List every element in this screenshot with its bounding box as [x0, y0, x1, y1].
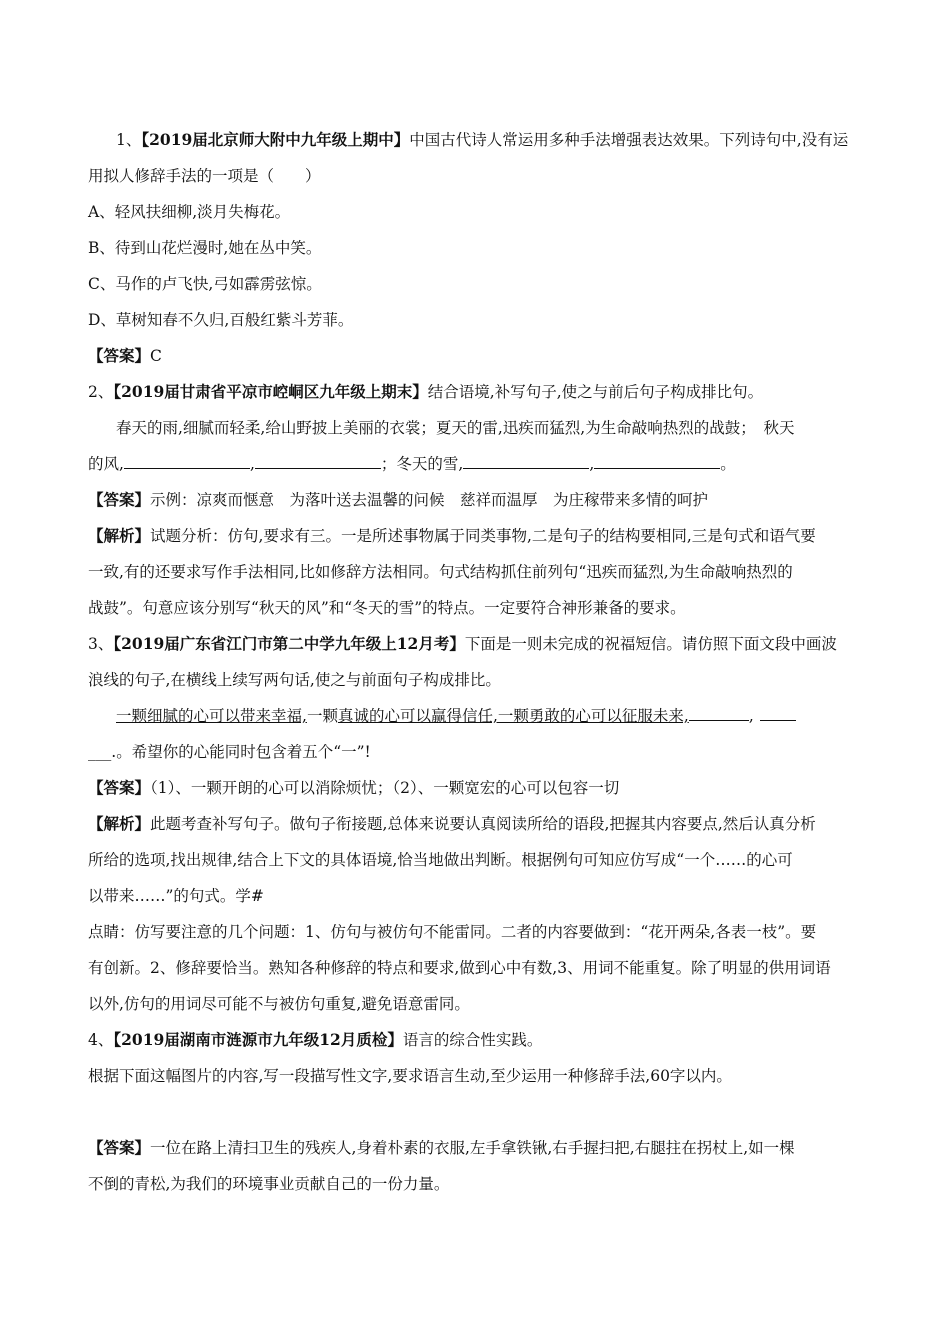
q2-analysis-line3: 战鼓”。句意应该分别写“秋天的风”和“冬天的雪”的特点。一定要符合神形兼备的要求。 — [88, 599, 686, 617]
q3-line2: 浪线的句子,在横线上续写两句话,使之与前面句子构成排比。 — [88, 671, 501, 689]
fill-blank-continued[interactable]: ___. — [88, 743, 117, 761]
q3-source: 【2019届广东省江门市第二中学九年级上12月考】 — [113, 634, 465, 653]
q1-answer — [88, 345, 162, 367]
q2-passage-text: 的风, — [88, 455, 124, 473]
analysis-tag: 【解析】 — [88, 814, 151, 833]
q1-option-c: C、马作的卢飞快,弓如霹雳弦惊。 — [88, 275, 322, 293]
q3-passage-text: 一颗 — [306, 707, 338, 725]
q2-passage-line1: 春天的雨,细腻而轻柔,给山野披上美丽的衣裳；夏天的雷,迅疾而猛烈,为生命敲响热烈的战鼓； 秋天 — [116, 419, 795, 437]
q2-analysis-line2: 一致,有的还要求写作手法相同,比如修辞方法相同。句式结构抓住前列句“迅疾而猛烈,为生命敲响热烈的 — [88, 563, 793, 581]
wavy-underlined-sentence: 真诚的心可以赢得信任,一颗勇敢的心可以征服未来, — [337, 707, 689, 725]
q4-source: 【2019届湖南市涟源市九年级12月质检】 — [113, 1030, 403, 1049]
q2-source: 【2019届甘肃省平凉市崆峒区九年级上期末】 — [113, 382, 428, 401]
q3-passage-line1 — [116, 705, 796, 727]
q1-option-d: D、草树知春不久归,百般红紫斗芳菲。 — [88, 311, 354, 329]
q3-analysis-line2: 所给的选项,找出规律,结合上下文的具体语境,恰当地做出判断。根据例句可知应仿写成“一个……的心可 — [88, 851, 793, 869]
answer-tag: 【答案】 — [88, 1138, 151, 1157]
q4-line1 — [88, 1029, 542, 1051]
answer-tag: 【答案】 — [88, 490, 151, 509]
answer-tag: 【答案】 — [88, 778, 151, 797]
fill-blank[interactable] — [689, 706, 749, 721]
q1-option-a: A、轻风扶细柳,淡月失梅花。 — [88, 203, 291, 221]
q2-number: 2、 — [88, 383, 114, 401]
q3-comma: , — [748, 707, 754, 725]
q4-number: 4、 — [88, 1031, 114, 1049]
q1-stem-part1: 中国古代诗人常运用多种手法增强表达效果。下列诗句中,没有运 — [409, 131, 849, 149]
q2-stem: 结合语境,补写句子,使之与前后句子构成排比句。 — [427, 383, 764, 401]
answer-text: C — [150, 347, 162, 365]
q2-answer — [88, 489, 708, 511]
q3-tip-line3: 以外,仿句的用词尽可能不与被仿句重复,避免语意雷同。 — [88, 995, 470, 1013]
q1-source: 【2019届北京师大附中九年级上期中】 — [141, 130, 410, 149]
analysis-text: 此题考查补写句子。做句子衔接题,总体来说要认真阅读所给的语段,把握其内容要点,然后认真分析 — [150, 815, 816, 833]
answer-text: 一位在路上清扫卫生的残疾人,身着朴素的衣服,左手拿铁锹,右手握扫把,右腿拄在拐杖上,如一棵 — [150, 1139, 795, 1157]
q2-comma: , — [589, 455, 595, 473]
answer-text: 示例：凉爽而惬意 为落叶送去温馨的问候 慈祥而温厚 为庄稼带来多情的呵护 — [150, 491, 709, 509]
q2-passage-end: 。 — [720, 455, 736, 473]
q1-option-b: B、待到山花烂漫时,她在丛中笑。 — [88, 239, 322, 257]
q1-number: 1、 — [116, 131, 142, 149]
fill-blank[interactable] — [594, 454, 720, 469]
q3-answer — [88, 777, 619, 799]
q3-analysis-line3: 以带来……”的句式。学# — [88, 887, 264, 905]
q3-tip-line2: 有创新。2、修辞要恰当。熟知各种修辞的特点和要求,做到心中有数,3、用词不能重复。除了明显的供用词语 — [88, 959, 831, 977]
q3-tip-line1: 点睛：仿写要注意的几个问题：1、仿句与被仿句不能雷同。二者的内容要做到：“花开两朵,各表一枝”。要 — [88, 923, 817, 941]
q3-number: 3、 — [88, 635, 114, 653]
q3-line1 — [88, 633, 837, 655]
analysis-tag: 【解析】 — [88, 526, 151, 545]
fill-blank[interactable] — [255, 454, 381, 469]
q2-analysis-line1 — [88, 525, 816, 547]
q4-line2: 根据下面这幅图片的内容,写一段描写性文字,要求语言生动,至少运用一种修辞手法,60字以内。 — [88, 1067, 732, 1085]
answer-text: （1）、一颗开朗的心可以消除烦忧；（2）、一颗宽宏的心可以包容一切 — [150, 779, 620, 797]
answer-tag: 【答案】 — [88, 346, 151, 365]
q4-stem: 语言的综合性实践。 — [402, 1031, 543, 1049]
q3-analysis-line1 — [88, 813, 816, 835]
fill-blank[interactable] — [124, 454, 250, 469]
q2-comma: , — [249, 455, 255, 473]
q2-passage-text: ；冬天的雪, — [380, 455, 464, 473]
q2-line1 — [88, 381, 763, 403]
wavy-underlined-sentence: 一颗细腻的心可以带来幸福, — [116, 707, 307, 725]
fill-blank[interactable] — [760, 706, 796, 721]
q3-passage-line2 — [88, 741, 371, 763]
q3-stem-part1: 下面是一则未完成的祝福短信。请仿照下面文段中画波 — [464, 635, 837, 653]
q3-passage-text: 。希望你的心能同时包含着五个“一”! — [116, 743, 371, 761]
q1-line1 — [116, 129, 848, 151]
q2-passage-line2 — [88, 453, 736, 475]
fill-blank[interactable] — [463, 454, 589, 469]
q1-line2: 用拟人修辞手法的一项是（ ） — [88, 167, 321, 185]
analysis-text: 试题分析：仿句,要求有三。一是所述事物属于同类事物,二是句子的结构要相同,三是句式和语气要 — [150, 527, 816, 545]
q4-answer-line1 — [88, 1137, 795, 1159]
q4-answer-line2: 不倒的青松,为我们的环境事业贡献自己的一份力量。 — [88, 1175, 450, 1193]
